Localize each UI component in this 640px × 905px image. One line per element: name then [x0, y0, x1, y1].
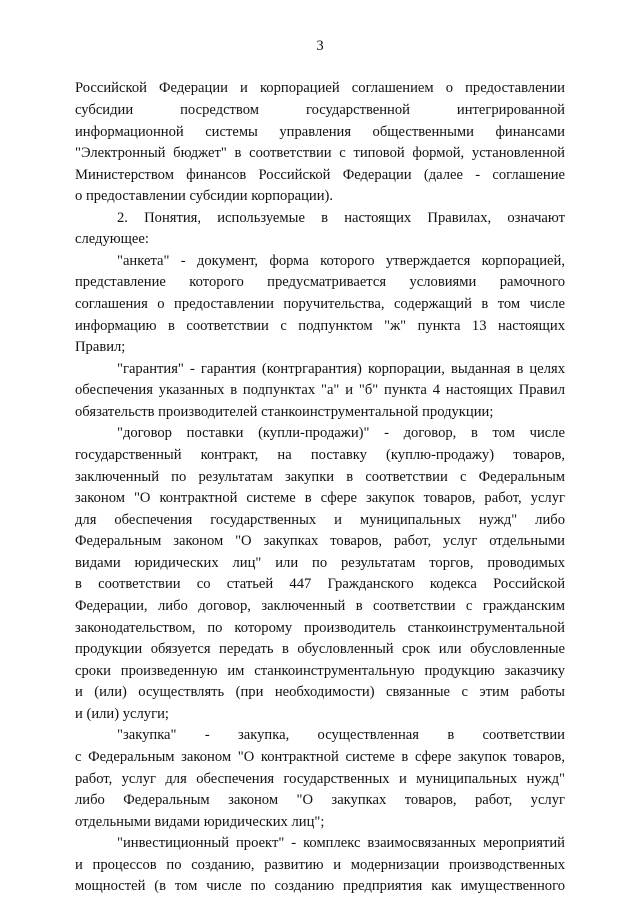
text-line: работ, услуг для обеспечения государственных и муниципальных нужд": [75, 771, 565, 787]
text-line: в соответствии со статьей 447 Гражданского кодекса Российской: [75, 576, 565, 592]
text-line: Правил;: [75, 339, 126, 355]
text-line: о предоставлении субсидии корпорации).: [75, 188, 334, 204]
text-line: представление которого предусматривается условиями рамочного: [75, 274, 565, 290]
text-line: законом "О контрактной системе в сфере закупок товаров, работ, услуг: [75, 490, 565, 506]
text-line: заключенный по результатам закупки в соответствии с Федеральным: [75, 469, 565, 485]
text-line: государственный контракт, на поставку (куплю-продажу) товаров,: [75, 447, 565, 463]
text-line: с Федеральным законом "О контрактной системе в сфере закупок товаров,: [75, 749, 565, 765]
paragraph-start-line: 2. Понятия, используемые в настоящих Правилах, означают: [117, 210, 565, 226]
text-line: либо Федеральным законом "О закупках товаров, работ, услуг: [75, 792, 565, 808]
text-line: законодательством, по которому производитель станкоинструментальной: [75, 620, 565, 636]
text-line: Федерации, либо договор, заключенный в соответствии с гражданским: [75, 598, 565, 614]
text-line: для обеспечения государственных и муниципальных нужд" либо: [75, 512, 565, 528]
text-line: следующее:: [75, 231, 149, 247]
text-line: сроки произведенную им станкоинструментальную продукцию заказчику: [75, 663, 565, 679]
paragraph-start-line: "гарантия" - гарантия (контргарантия) корпорации, выданная в целях: [117, 361, 565, 377]
text-line: Федеральным законом "О закупках товаров, работ, услуг отдельными: [75, 533, 565, 549]
text-line: мощностей (в том числе по созданию предприятия как имущественного: [75, 878, 565, 894]
text-line: Российской Федерации и корпорацией соглашением о предоставлении: [75, 80, 565, 96]
paragraph-start-line: "анкета" - документ, форма которого утверждается корпорацией,: [117, 253, 565, 269]
text-line: соглашения о предоставлении поручительства, содержащий в том числе: [75, 296, 565, 312]
text-line: информацию в соответствии с подпунктом "ж" пункта 13 настоящих: [75, 318, 565, 334]
text-line: и (или) услуги;: [75, 706, 169, 722]
paragraph-start-line: "закупка" - закупка, осуществленная в соответствии: [117, 727, 565, 743]
text-line: "Электронный бюджет" в соответствии с типовой формой, установленной: [75, 145, 565, 161]
text-line: обязательств производителей станкоинструментальной продукции;: [75, 404, 494, 420]
text-line: Министерством финансов Российской Федерации (далее - соглашение: [75, 167, 565, 183]
text-line: продукции обязуется передать в обусловленный срок или обусловленные: [75, 641, 565, 657]
text-line: субсидии посредством государственной интегрированной: [75, 102, 565, 118]
text-line: отдельными видами юридических лиц";: [75, 814, 325, 830]
text-line: и процессов по созданию, развитию и модернизации производственных: [75, 857, 565, 873]
text-line: видами юридических лиц" или по результатам торгов, проводимых: [75, 555, 565, 571]
paragraph-start-line: "договор поставки (купли-продажи)" - договор, в том числе: [117, 425, 565, 441]
text-line: и (или) осуществлять (при необходимости) связанные с этим работы: [75, 684, 565, 700]
page-number: 3: [316, 38, 324, 54]
paragraph-start-line: "инвестиционный проект" - комплекс взаимосвязанных мероприятий: [117, 835, 565, 851]
text-line: информационной системы управления общественными финансами: [75, 124, 565, 140]
text-line: обеспечения указанных в подпунктах "а" и "б" пункта 4 настоящих Правил: [75, 382, 565, 398]
